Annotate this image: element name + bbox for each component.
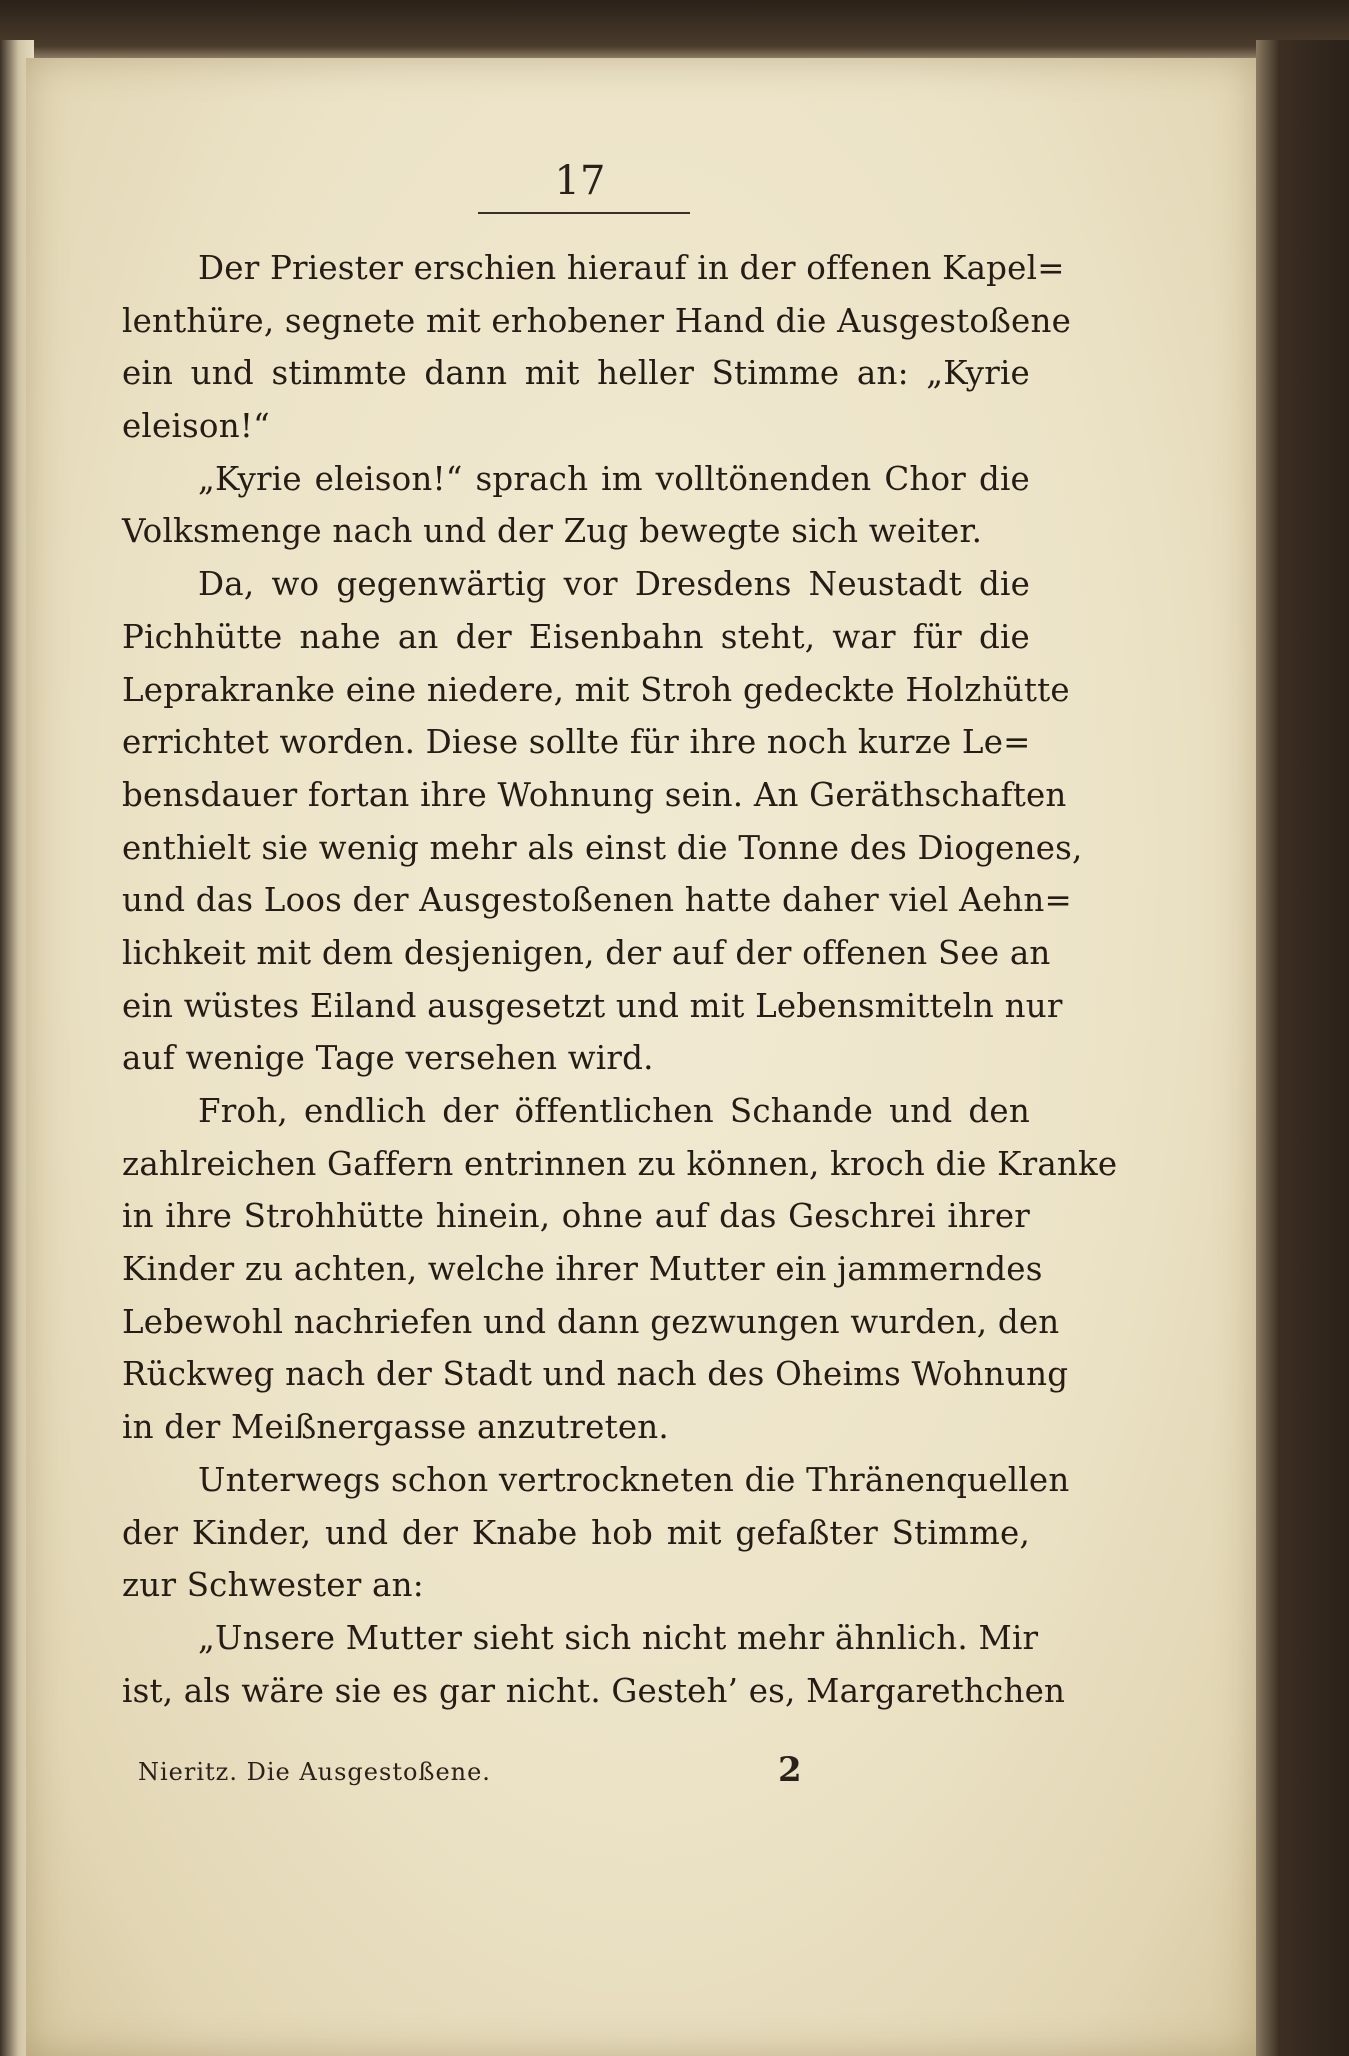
footer-signature: Nieritz. Die Ausgestoßene. [138, 1758, 491, 1786]
text-line: Froh, endlich der öffentlichen Schande und den [198, 1092, 1030, 1130]
header-rule [478, 212, 690, 214]
text-line: in ihre Strohhütte hinein, ohne auf das Geschrei ihrer [122, 1197, 1030, 1236]
text-line: eleison!“ [122, 407, 270, 446]
text-line: zahlreichen Gaffern entrinnen zu können, kroch die Kranke [122, 1144, 1118, 1183]
text-line: Volksmenge nach und der Zug bewegte sich weiter. [122, 512, 983, 551]
text-line: lenthüre, segnete mit erhobener Hand die Ausgestoßene [122, 301, 1072, 340]
text-line: lichkeit mit dem desjenigen, der auf der offenen See an [122, 933, 1051, 972]
text-line: „Kyrie eleison!“ sprach im volltönenden Chor die [198, 459, 1030, 498]
text-line: Pichhütte nahe an der Eisenbahn steht, war für die [122, 617, 1030, 656]
text-line: Rückweg nach der Stadt und nach des Oheims Wohnung [122, 1355, 1069, 1394]
text-line: Da, wo gegenwärtig vor Dresdens Neustadt die [198, 565, 1030, 604]
page-footer [138, 1750, 1038, 1800]
text-line: zur Schwester an: [122, 1566, 424, 1605]
book-top-edge [0, 0, 1349, 58]
text-line: Kinder zu achten, welche ihrer Mutter ein jammerndes [122, 1250, 1043, 1289]
text-line: ein und stimmte dann mit heller Stimme an: „Kyrie [122, 354, 1030, 393]
text-line: der Kinder, und der Knabe hob mit gefaßter Stimme, [122, 1513, 1030, 1552]
text-line: Lebewohl nachriefen und dann gezwungen wurden, den [122, 1302, 1060, 1341]
book-cover-edge [1256, 40, 1349, 2056]
text-line: Unterwegs schon vertrockneten die Thränenquellen [198, 1460, 1070, 1499]
footer-sheet-number: 2 [778, 1750, 802, 1790]
text-line: „Unsere Mutter sieht sich nicht mehr ähnlich. Mir [198, 1618, 1039, 1657]
text-line: in der Meißnergasse anzutreten. [122, 1408, 669, 1447]
text-line: ein wüstes Eiland ausgesetzt und mit Lebensmitteln nur [122, 986, 1063, 1025]
text-line: Der Priester erschien hierauf in der offenen Kapel= [198, 249, 1065, 287]
page-number: 17 [554, 158, 606, 204]
text-line: Leprakranke eine niedere, mit Stroh gedeckte Holzhütte [122, 670, 1070, 709]
text-line: auf wenige Tage versehen wird. [122, 1039, 654, 1078]
text-line: und das Loos der Ausgestoßenen hatte daher viel Aehn= [122, 881, 1072, 920]
text-line: bensdauer fortan ihre Wohnung sein. An Geräthschaften [122, 775, 1067, 814]
text-line: enthielt sie wenig mehr als einst die Tonne des Diogenes, [122, 828, 1083, 867]
text-line: errichtet worden. Diese sollte für ihre noch kurze Le= [122, 723, 1031, 762]
body-text [122, 242, 1118, 1717]
text-line: ist, als wäre sie es gar nicht. Gesteh’ es, Margarethchen [122, 1671, 1066, 1710]
